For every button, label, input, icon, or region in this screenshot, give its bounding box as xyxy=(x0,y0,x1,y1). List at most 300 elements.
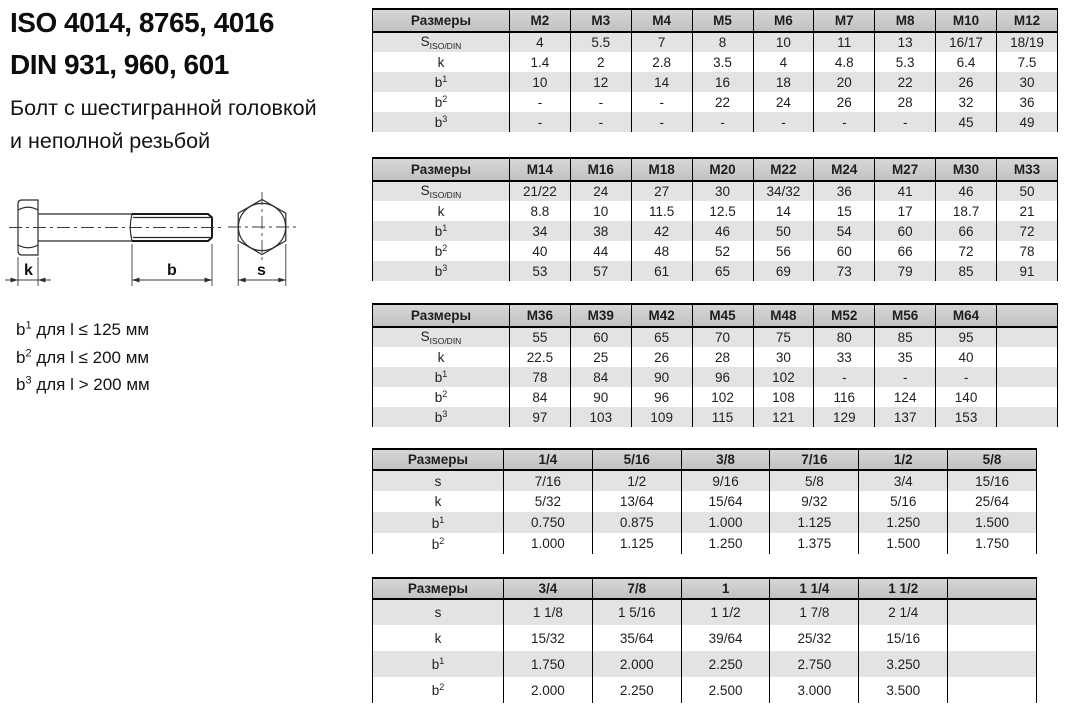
value-cell: 78 xyxy=(510,367,571,387)
dimension-table-inch-threequarters-to-oneandhalf xyxy=(372,577,1037,703)
size-column-header: M45 xyxy=(692,304,753,327)
value-cell: - xyxy=(692,112,753,132)
table-row xyxy=(373,327,1058,347)
value-cell: 24 xyxy=(753,92,814,112)
value-cell: 0.750 xyxy=(504,512,593,533)
size-column-header: M64 xyxy=(936,304,997,327)
value-cell: 1 1/8 xyxy=(504,599,593,625)
table-inch-large xyxy=(372,577,1037,703)
size-column-header: 1 1/4 xyxy=(770,578,859,599)
value-cell: - xyxy=(875,112,936,132)
size-column-header: 1/2 xyxy=(859,449,948,470)
value-cell: - xyxy=(510,112,571,132)
value-cell: 153 xyxy=(936,407,997,427)
size-column-header xyxy=(948,578,1037,599)
arrow-icon xyxy=(238,278,246,283)
value-cell: 102 xyxy=(692,387,753,407)
size-column-header xyxy=(997,304,1058,327)
value-cell: 9/16 xyxy=(681,470,770,491)
value-cell: 7.5 xyxy=(997,52,1058,72)
value-cell: 9/32 xyxy=(770,491,859,512)
value-cell: 4 xyxy=(510,32,571,52)
value-cell: 8.8 xyxy=(510,201,571,221)
size-column-header: M22 xyxy=(753,158,814,181)
bolt-head-chamfer-top xyxy=(18,207,38,210)
value-cell: 18 xyxy=(753,72,814,92)
value-cell: 1.125 xyxy=(592,533,681,554)
value-cell: 4 xyxy=(753,52,814,72)
table-row xyxy=(373,512,1037,533)
value-cell: 21 xyxy=(997,201,1058,221)
size-column-header: M4 xyxy=(631,9,692,32)
value-cell: 5.3 xyxy=(875,52,936,72)
size-column-header: 5/8 xyxy=(948,449,1037,470)
value-cell: 95 xyxy=(936,327,997,347)
table-row xyxy=(373,599,1037,625)
value-cell: 12 xyxy=(570,72,631,92)
value-cell: 32 xyxy=(936,92,997,112)
value-cell: 1.000 xyxy=(504,533,593,554)
dimension-table-metric-m2-m12 xyxy=(372,8,1058,132)
value-cell: 10 xyxy=(570,201,631,221)
size-column-header: 7/8 xyxy=(592,578,681,599)
table-row xyxy=(373,221,1058,241)
arrow-icon xyxy=(132,278,140,283)
value-cell xyxy=(948,599,1037,625)
value-cell: 16 xyxy=(692,72,753,92)
table-row xyxy=(373,181,1058,201)
value-cell: 85 xyxy=(875,327,936,347)
value-cell: 17 xyxy=(875,201,936,221)
arrow-icon xyxy=(205,278,213,283)
value-cell: - xyxy=(875,367,936,387)
value-cell: 49 xyxy=(997,112,1058,132)
table-inch-small xyxy=(372,448,1037,554)
table-row xyxy=(373,491,1037,512)
value-cell: 22.5 xyxy=(510,347,571,367)
value-cell: 96 xyxy=(631,387,692,407)
value-cell xyxy=(997,407,1058,427)
size-column-header: M36 xyxy=(510,304,571,327)
value-cell: 53 xyxy=(510,261,571,281)
value-cell: 25 xyxy=(570,347,631,367)
value-cell: 26 xyxy=(631,347,692,367)
row-label: $b^1$ xyxy=(373,221,510,241)
size-column-header: M8 xyxy=(875,9,936,32)
value-cell: 84 xyxy=(570,367,631,387)
value-cell: 5/32 xyxy=(504,491,593,512)
value-cell: 15/16 xyxy=(948,470,1037,491)
value-cell: 121 xyxy=(753,407,814,427)
value-cell: 15 xyxy=(814,201,875,221)
size-column-header: M33 xyxy=(997,158,1058,181)
value-cell xyxy=(948,677,1037,703)
size-column-header: M18 xyxy=(631,158,692,181)
row-label: k xyxy=(373,347,510,367)
value-cell: 1.375 xyxy=(770,533,859,554)
value-cell: 5.5 xyxy=(570,32,631,52)
value-cell: 34 xyxy=(510,221,571,241)
value-cell: 22 xyxy=(875,72,936,92)
value-cell xyxy=(948,625,1037,651)
value-cell xyxy=(997,347,1058,367)
value-cell: 84 xyxy=(510,387,571,407)
value-cell: 16/17 xyxy=(936,32,997,52)
value-cell: 2.250 xyxy=(681,651,770,677)
value-cell: 36 xyxy=(814,181,875,201)
row-label: s xyxy=(373,599,504,625)
table-row xyxy=(373,677,1037,703)
size-column-header: M24 xyxy=(814,158,875,181)
table-row xyxy=(373,387,1058,407)
size-column-header: M56 xyxy=(875,304,936,327)
dim-label-b: b xyxy=(167,262,177,279)
value-cell: 91 xyxy=(997,261,1058,281)
size-column-header: M7 xyxy=(814,9,875,32)
size-column-header: M20 xyxy=(692,158,753,181)
row-label: $S_{ISO/DIN}$ xyxy=(373,327,510,347)
value-cell: 60 xyxy=(814,241,875,261)
value-cell: 46 xyxy=(692,221,753,241)
size-column-header: 7/16 xyxy=(770,449,859,470)
size-column-header: 3/4 xyxy=(504,578,593,599)
row-label: k xyxy=(373,52,510,72)
value-cell: 14 xyxy=(631,72,692,92)
value-cell: 2.750 xyxy=(770,651,859,677)
value-cell: 33 xyxy=(814,347,875,367)
row-label-column-header: Размеры xyxy=(373,449,504,470)
value-cell: 28 xyxy=(692,347,753,367)
row-label: $b^2$ xyxy=(373,677,504,703)
value-cell: 36 xyxy=(997,92,1058,112)
table-row xyxy=(373,112,1058,132)
value-cell: 44 xyxy=(570,241,631,261)
table-row xyxy=(373,367,1058,387)
arrow-icon xyxy=(38,278,46,283)
value-cell: 1.500 xyxy=(859,533,948,554)
value-cell: 1/2 xyxy=(592,470,681,491)
table-row xyxy=(373,261,1058,281)
din-standards-line: DIN 931, 960, 601 xyxy=(10,49,229,80)
size-column-header: M27 xyxy=(875,158,936,181)
value-cell: 35 xyxy=(875,347,936,367)
row-label: k xyxy=(373,201,510,221)
row-label: $b^2$ xyxy=(373,387,510,407)
size-column-header: 1 1/2 xyxy=(859,578,948,599)
value-cell: 50 xyxy=(753,221,814,241)
value-cell: 11.5 xyxy=(631,201,692,221)
part-description-line1: Болт с шестигранной головкой xyxy=(10,96,317,120)
table-metric-m2-m12 xyxy=(372,8,1058,132)
row-label: $b^3$ xyxy=(373,407,510,427)
value-cell: 70 xyxy=(692,327,753,347)
value-cell: 65 xyxy=(631,327,692,347)
value-cell: 7/16 xyxy=(504,470,593,491)
value-cell: 41 xyxy=(875,181,936,201)
dimension-k xyxy=(5,257,51,286)
footnote: $b^1$ для l ≤ 125 мм xyxy=(16,319,150,339)
value-cell: 3.000 xyxy=(770,677,859,703)
value-cell: 27 xyxy=(631,181,692,201)
value-cell: 102 xyxy=(753,367,814,387)
value-cell: 40 xyxy=(510,241,571,261)
value-cell: - xyxy=(936,367,997,387)
value-cell: 18/19 xyxy=(997,32,1058,52)
value-cell: 103 xyxy=(570,407,631,427)
value-cell: 55 xyxy=(510,327,571,347)
dimension-b xyxy=(132,244,212,286)
value-cell: 57 xyxy=(570,261,631,281)
value-cell: 11 xyxy=(814,32,875,52)
value-cell: 28 xyxy=(875,92,936,112)
table-header-row xyxy=(373,9,1058,32)
size-column-header: 1 xyxy=(681,578,770,599)
row-label: $b^3$ xyxy=(373,261,510,281)
value-cell: 1.125 xyxy=(770,512,859,533)
standards-title xyxy=(10,2,274,86)
value-cell: 0.875 xyxy=(592,512,681,533)
value-cell: 30 xyxy=(997,72,1058,92)
footnotes-block xyxy=(16,316,150,399)
value-cell: 15/16 xyxy=(859,625,948,651)
row-label-column-header: Размеры xyxy=(373,158,510,181)
value-cell: 3/4 xyxy=(859,470,948,491)
value-cell: 13 xyxy=(875,32,936,52)
value-cell: 10 xyxy=(510,72,571,92)
dim-label-k: k xyxy=(24,262,33,279)
value-cell: 1.750 xyxy=(504,651,593,677)
table-header-row xyxy=(373,578,1037,599)
value-cell: 69 xyxy=(753,261,814,281)
value-cell: 18.7 xyxy=(936,201,997,221)
bolt-side-view xyxy=(9,200,224,255)
value-cell: 1 7/8 xyxy=(770,599,859,625)
value-cell: 42 xyxy=(631,221,692,241)
value-cell: 60 xyxy=(875,221,936,241)
size-column-header: M30 xyxy=(936,158,997,181)
table-row xyxy=(373,72,1058,92)
dimension-table-metric-m14-m33 xyxy=(372,157,1058,281)
dim-label-s: s xyxy=(257,262,266,279)
size-column-header: 3/8 xyxy=(681,449,770,470)
value-cell: 116 xyxy=(814,387,875,407)
row-label: $b^2$ xyxy=(373,92,510,112)
value-cell: 1.500 xyxy=(948,512,1037,533)
row-label: $b^2$ xyxy=(373,533,504,554)
value-cell: 90 xyxy=(631,367,692,387)
value-cell xyxy=(997,367,1058,387)
arrow-icon xyxy=(11,278,19,283)
value-cell: 39/64 xyxy=(681,625,770,651)
value-cell: 65 xyxy=(692,261,753,281)
size-column-header: M16 xyxy=(570,158,631,181)
iso-standards-line: ISO 4014, 8765, 4016 xyxy=(10,7,274,38)
size-column-header: M48 xyxy=(753,304,814,327)
value-cell: 140 xyxy=(936,387,997,407)
row-label: $b^1$ xyxy=(373,512,504,533)
row-label: $S_{ISO/DIN}$ xyxy=(373,32,510,52)
table-row xyxy=(373,470,1037,491)
row-label: k xyxy=(373,491,504,512)
value-cell: 115 xyxy=(692,407,753,427)
size-column-header: M10 xyxy=(936,9,997,32)
value-cell: 35/64 xyxy=(592,625,681,651)
value-cell: 90 xyxy=(570,387,631,407)
table-metric-m14-m33 xyxy=(372,157,1058,281)
value-cell: 73 xyxy=(814,261,875,281)
size-column-header: M52 xyxy=(814,304,875,327)
table-row xyxy=(373,201,1058,221)
value-cell: 80 xyxy=(814,327,875,347)
value-cell: 2.500 xyxy=(681,677,770,703)
value-cell: 124 xyxy=(875,387,936,407)
value-cell: 1.750 xyxy=(948,533,1037,554)
value-cell: 79 xyxy=(875,261,936,281)
value-cell: 1.250 xyxy=(859,512,948,533)
value-cell: 34/32 xyxy=(753,181,814,201)
value-cell: 3.500 xyxy=(859,677,948,703)
row-label: $S_{ISO/DIN}$ xyxy=(373,181,510,201)
table-row xyxy=(373,625,1037,651)
size-column-header: M5 xyxy=(692,9,753,32)
value-cell: 2.250 xyxy=(592,677,681,703)
value-cell: 1.4 xyxy=(510,52,571,72)
size-column-header: M3 xyxy=(570,9,631,32)
table-row xyxy=(373,651,1037,677)
value-cell: 6.4 xyxy=(936,52,997,72)
value-cell xyxy=(948,651,1037,677)
arrow-icon xyxy=(278,278,286,283)
value-cell: 108 xyxy=(753,387,814,407)
table-row xyxy=(373,92,1058,112)
value-cell: 14 xyxy=(753,201,814,221)
row-label-column-header: Размеры xyxy=(373,578,504,599)
value-cell: 8 xyxy=(692,32,753,52)
size-column-header: M39 xyxy=(570,304,631,327)
row-label: s xyxy=(373,470,504,491)
value-cell: 2.8 xyxy=(631,52,692,72)
value-cell: 54 xyxy=(814,221,875,241)
value-cell: 7 xyxy=(631,32,692,52)
value-cell: 78 xyxy=(997,241,1058,261)
footnote: $b^3$ для l > 200 мм xyxy=(16,374,150,394)
row-label: $b^3$ xyxy=(373,112,510,132)
value-cell: 2.000 xyxy=(592,651,681,677)
value-cell: 1.000 xyxy=(681,512,770,533)
size-column-header: M42 xyxy=(631,304,692,327)
bolt-head-chamfer-bottom xyxy=(18,245,38,248)
value-cell: 1.250 xyxy=(681,533,770,554)
value-cell: - xyxy=(814,367,875,387)
value-cell: 72 xyxy=(936,241,997,261)
value-cell: 40 xyxy=(936,347,997,367)
value-cell: 48 xyxy=(631,241,692,261)
value-cell: 20 xyxy=(814,72,875,92)
value-cell: 66 xyxy=(875,241,936,261)
value-cell: 26 xyxy=(814,92,875,112)
value-cell: - xyxy=(814,112,875,132)
row-label-column-header: Размеры xyxy=(373,9,510,32)
value-cell: 21/22 xyxy=(510,181,571,201)
value-cell: 10 xyxy=(753,32,814,52)
value-cell: 50 xyxy=(997,181,1058,201)
value-cell: 109 xyxy=(631,407,692,427)
value-cell: - xyxy=(510,92,571,112)
size-column-header: 1/4 xyxy=(504,449,593,470)
value-cell: 85 xyxy=(936,261,997,281)
table-row xyxy=(373,241,1058,261)
value-cell: - xyxy=(753,112,814,132)
size-column-header: M12 xyxy=(997,9,1058,32)
value-cell: 22 xyxy=(692,92,753,112)
table-row xyxy=(373,407,1058,427)
table-header-row xyxy=(373,158,1058,181)
value-cell: 60 xyxy=(570,327,631,347)
value-cell: 24 xyxy=(570,181,631,201)
value-cell: 2 xyxy=(570,52,631,72)
table-row xyxy=(373,32,1058,52)
table-row xyxy=(373,533,1037,554)
value-cell: 2 1/4 xyxy=(859,599,948,625)
table-header-row xyxy=(373,304,1058,327)
value-cell: 61 xyxy=(631,261,692,281)
value-cell: - xyxy=(631,112,692,132)
value-cell: 5/8 xyxy=(770,470,859,491)
value-cell: 25/32 xyxy=(770,625,859,651)
value-cell: 2.000 xyxy=(504,677,593,703)
value-cell: 15/32 xyxy=(504,625,593,651)
table-metric-m36-m64 xyxy=(372,303,1058,427)
value-cell: 3.5 xyxy=(692,52,753,72)
value-cell: 97 xyxy=(510,407,571,427)
value-cell: 1 5/16 xyxy=(592,599,681,625)
value-cell: 13/64 xyxy=(592,491,681,512)
size-column-header: M14 xyxy=(510,158,571,181)
value-cell: 26 xyxy=(936,72,997,92)
value-cell: 75 xyxy=(753,327,814,347)
value-cell: - xyxy=(570,92,631,112)
table-row xyxy=(373,347,1058,367)
row-label: $b^2$ xyxy=(373,241,510,261)
value-cell: 5/16 xyxy=(859,491,948,512)
value-cell: 3.250 xyxy=(859,651,948,677)
table-header-row xyxy=(373,449,1037,470)
row-label-column-header: Размеры xyxy=(373,304,510,327)
value-cell: 4.8 xyxy=(814,52,875,72)
row-label: $b^1$ xyxy=(373,367,510,387)
row-label: $b^1$ xyxy=(373,651,504,677)
value-cell: 137 xyxy=(875,407,936,427)
value-cell: 30 xyxy=(692,181,753,201)
value-cell: 129 xyxy=(814,407,875,427)
value-cell: 66 xyxy=(936,221,997,241)
size-column-header: 5/16 xyxy=(592,449,681,470)
dimension-table-metric-m36-m64 xyxy=(372,303,1058,427)
part-description xyxy=(10,92,317,158)
value-cell: 25/64 xyxy=(948,491,1037,512)
row-label: $b^1$ xyxy=(373,72,510,92)
value-cell xyxy=(997,387,1058,407)
value-cell: 15/64 xyxy=(681,491,770,512)
size-column-header: M6 xyxy=(753,9,814,32)
dimension-table-inch-quarter-to-fiveeighths xyxy=(372,448,1037,554)
value-cell: 38 xyxy=(570,221,631,241)
value-cell: 56 xyxy=(753,241,814,261)
table-row xyxy=(373,52,1058,72)
footnote: $b^2$ для l ≤ 200 мм xyxy=(16,346,150,367)
value-cell: - xyxy=(570,112,631,132)
bolt-technical-drawing xyxy=(4,186,334,312)
